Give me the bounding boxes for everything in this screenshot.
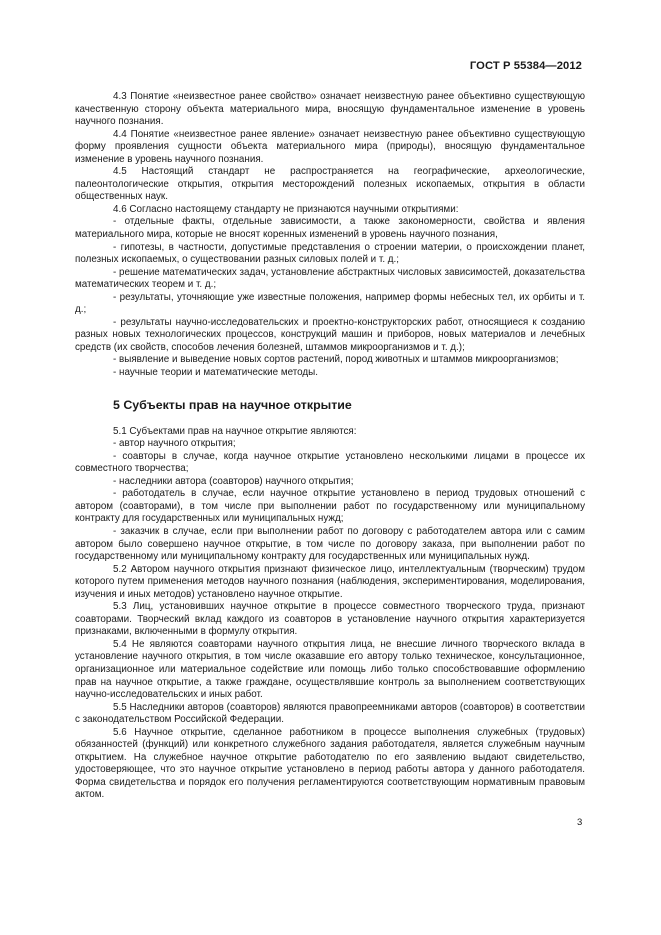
list-item: - наследники автора (соавторов) научного открытия; (113, 475, 354, 487)
list-item: - выявление и выведение новых сортов растений, пород животных и штаммов микроорганизмов; (113, 354, 559, 366)
clause-5-5: 5.5 Наследники авторов (соавторов) являются правопреемниками авторов (соавторов) в соответствии с законодательством Российской Федерации. (75, 701, 585, 726)
clause-4-6: 4.6 Согласно настоящему стандарту не признаются научными открытиями: (113, 203, 459, 215)
page-content (75, 91, 585, 802)
clause-5-3: 5.3 Лиц, установивших научное открытие в процессе совместного творческого труда, признают соавторами. Творческий вклад каждого из соавторов в установление научного открытия характеризуется признаками, включенными в формулу открытия. (75, 601, 585, 638)
list-item: - соавторы в случае, когда научное открытие установлено несколькими лицами в процессе их совместного творчества; (75, 450, 585, 475)
clause-4-4: 4.4 Понятие «неизвестное ранее явление» означает неизвестную ранее объективно существующую форму проявления сущности объекта материального мира (природы), вносящую фундаментальное изменение в уровень научного познания. (75, 128, 585, 165)
clause-5-4: 5.4 Не являются соавторами научного открытия лица, не внесшие личного творческого вклада в установление научного открытия, в том числе оказавшие его автору только техническое, консультационное, организационное или материальное содействие или помощь либо только способствовавшие оформлению прав на научное открытие, а также граждане, осуществлявшие контроль за выполнением соответствующих научно-исследовательских и иных работ. (75, 638, 585, 701)
clause-4-3: 4.3 Понятие «неизвестное ранее свойство» означает неизвестную ранее объективно существующую качественную сторону объекта материального мира, вносящую фундаментальное изменение в уровень научного познания. (75, 91, 585, 128)
list-item: - решение математических задач, установление абстрактных числовых зависимостей, доказательства математических теорем и т. д.; (75, 266, 585, 291)
list-item: - результаты научно-исследовательских и проектно-конструкторских работ, относящиеся к созданию разных новых технологических процессов, конструкций машин и приборов, новых материалов и лечебных средств (их свойств, способов лечения болезней, штаммов микроорганизмов и т. д.); (75, 316, 585, 353)
clause-4-5: 4.5 Настоящий стандарт не распространяется на географические, археологические, палеонтологические открытия, открытия месторождений полезных ископаемых, открытия в области общественных наук. (75, 166, 585, 203)
list-item: - работодатель в случае, если научное открытие установлено в период трудовых отношений с автором (соавторами), в том числе при выполнении работ по государственному или муниципальному контракту для государственных или муниципальных нужд; (75, 488, 585, 525)
list-item: - гипотезы, в частности, допустимые представления о строении материи, о происхождении планет, полезных ископаемых, о существовании разных силовых полей и т. д.; (75, 241, 585, 266)
list-item: - научные теории и математические методы. (113, 367, 318, 379)
clause-5-6: 5.6 Научное открытие, сделанное работником в процессе выполнения служебных (трудовых) обязанностей (функций) или конкретного служебного задания работодателя, является служебным научным открытием. На служебное научное открытие работодателю по его заявлению выдают свидетельство, удостоверяющее, что это научное открытие установлено в период работы автора у данного работодателя. Форма свидетельства и порядок его получения регламентируются соответствующим нормативным правовым актом. (75, 726, 585, 801)
page-number: 3 (577, 817, 583, 828)
clause-5-2: 5.2 Автором научного открытия признают физическое лицо, интеллектуальным (творческим) трудом которого путем применения методов научного познания (наблюдения, экспериментирования, моделирования, изучения и иных методов) установлено научное открытие. (75, 563, 585, 600)
list-item: - заказчик в случае, если при выполнении работ по договору с работодателем автора или с самим автором было совершено научное открытие, в том числе по договору заказа, при выполнении работ по государственному или муниципальному контракту для государственных или муниципальных нужд. (75, 525, 585, 563)
list-item: - результаты, уточняющие уже известные положения, например формы небесных тел, их орбиты и т. д.; (75, 291, 585, 316)
document-code: ГОСТ Р 55384—2012 (469, 60, 582, 72)
list-item: - отдельные факты, отдельные зависимости, а также закономерности, свойства и явления материального мира, которые не вносят коренных изменений в уровень научного познания, (75, 216, 585, 241)
list-item: - автор научного открытия; (113, 438, 236, 450)
section-title: 5 Субъекты прав на научное открытие (113, 397, 352, 412)
clause-5-1: 5.1 Субъектами прав на научное открытие являются: (113, 425, 357, 437)
